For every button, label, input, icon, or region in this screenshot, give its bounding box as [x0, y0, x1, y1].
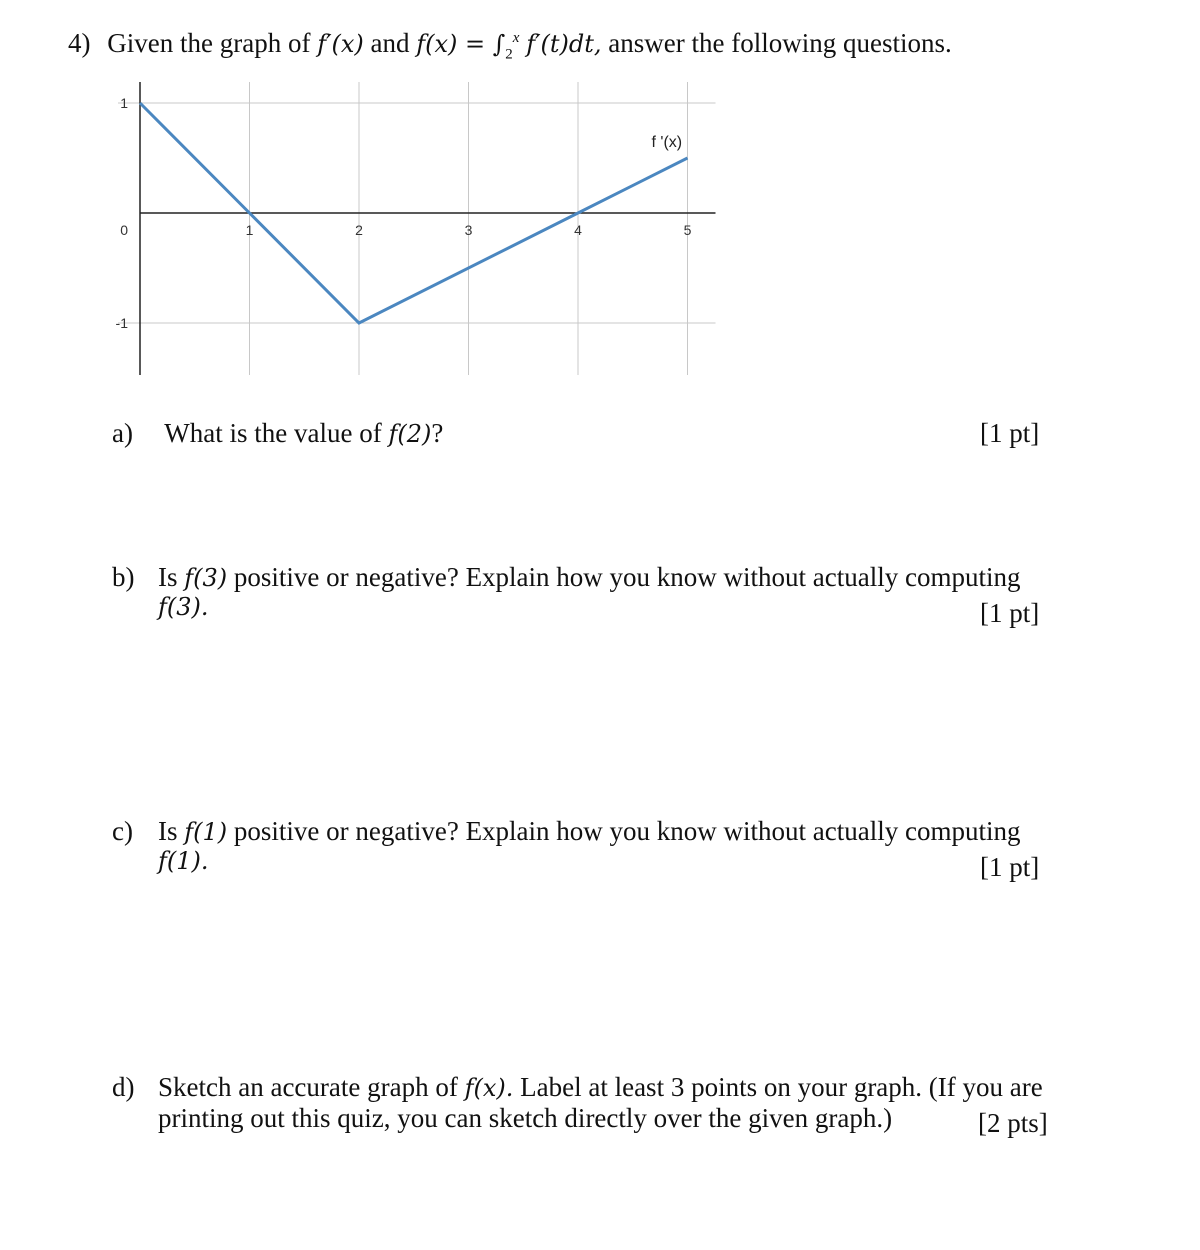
part-a: [112, 418, 443, 449]
y-tick-label: -1: [115, 315, 128, 331]
part-b-math-1: f(3): [184, 564, 228, 592]
x-tick-label: 2: [355, 222, 363, 238]
and-text: and: [370, 28, 410, 58]
y-tick-label: 1: [120, 95, 128, 111]
part-d-letter: d): [112, 1072, 135, 1102]
part-b-math-2: f(3).: [158, 593, 209, 621]
x-tick-label: 1: [245, 222, 254, 238]
part-c-text-1: Is: [158, 816, 178, 846]
series-label: f '(x): [651, 134, 683, 151]
part-d-text-2: Label at least 3 points on your graph. (If you are: [520, 1072, 1043, 1102]
x-tick-label: 5: [683, 222, 692, 238]
part-c-letter: c): [112, 816, 133, 846]
grid-lines: [115, 82, 716, 375]
fprime-x: f′(x): [317, 30, 364, 58]
integral-upper-limit: x: [512, 30, 520, 46]
part-d-points: [2 pts]: [978, 1108, 1048, 1138]
part-d-math-1: f(x).: [464, 1074, 514, 1102]
integral-lower-limit: 2: [505, 46, 513, 63]
part-b-text-1: Is: [158, 562, 178, 592]
part-b-points: [1 pt]: [980, 598, 1040, 628]
question-number: 4): [68, 28, 91, 58]
fx-definition: f(x) = ∫: [416, 30, 506, 58]
x-tick-label: 4: [574, 222, 582, 238]
part-b-letter: b): [112, 562, 135, 592]
intro-text-1: Given the graph of: [107, 28, 311, 58]
axes: [140, 82, 716, 375]
part-c-math-2: f(1).: [158, 847, 209, 875]
part-d-line-2: printing out this quiz, you can sketch directly over the given graph.): [158, 1103, 893, 1133]
y-tick-label: 0: [120, 222, 128, 238]
part-b-text-2: positive or negative? Explain how you know without actually computing: [233, 562, 1021, 592]
part-c: [112, 816, 1021, 875]
part-a-letter: a): [112, 418, 133, 448]
intro-text-2: answer the following questions.: [608, 28, 952, 58]
part-a-text: What is the value of: [164, 418, 382, 448]
question-header: [68, 28, 952, 63]
part-a-math: f(2): [388, 420, 432, 448]
part-a-points: [1 pt]: [980, 418, 1040, 448]
part-c-text-2: positive or negative? Explain how you know without actually computing: [233, 816, 1021, 846]
part-d: [112, 1072, 1043, 1134]
x-tick-label: 3: [464, 222, 473, 238]
part-c-points: [1 pt]: [980, 852, 1040, 882]
fprime-graph: [100, 80, 720, 380]
integrand: f′(t)dt,: [526, 30, 602, 58]
part-b: [112, 562, 1021, 621]
part-a-qmark: ?: [431, 418, 444, 448]
part-c-math-1: f(1): [184, 818, 228, 846]
part-d-text-1: Sketch an accurate graph of: [158, 1072, 458, 1102]
